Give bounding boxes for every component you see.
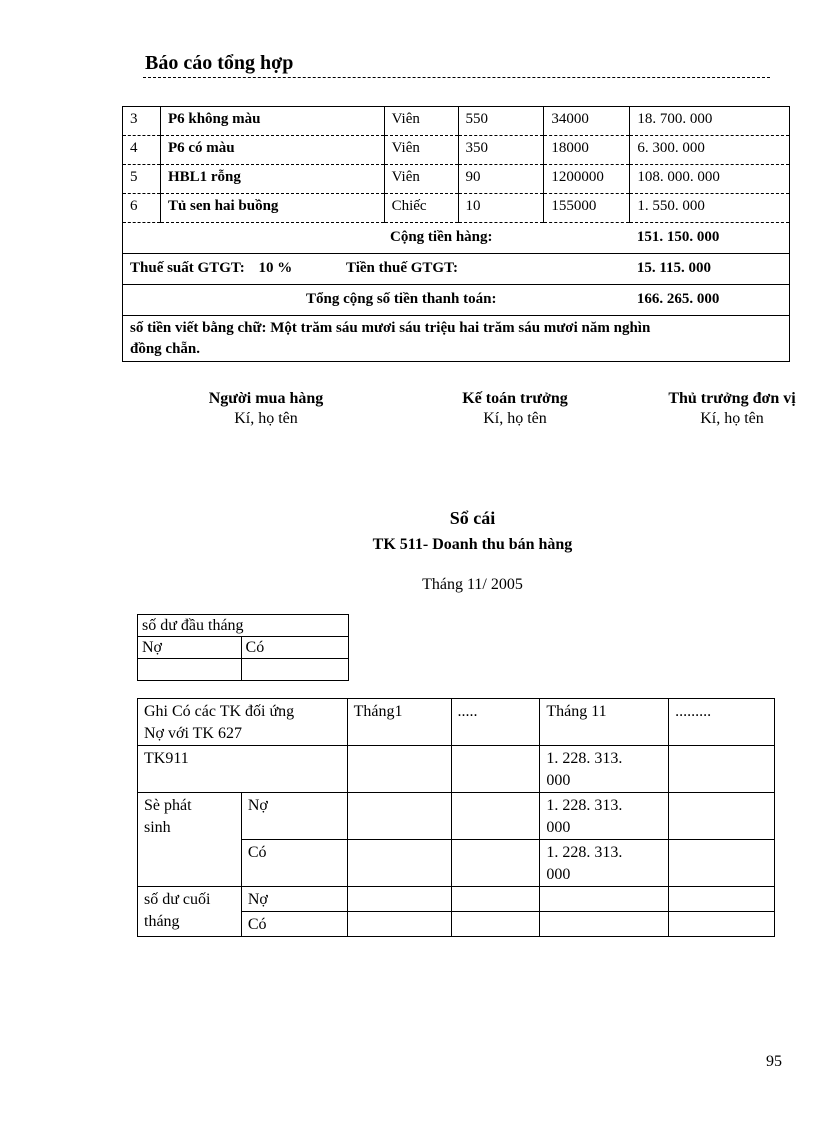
opening-credit-label: Có <box>241 637 348 659</box>
item-unit: Viên <box>384 107 458 136</box>
vat-rate-value: 10 % <box>258 260 293 276</box>
arising-debit-label: Nợ <box>241 793 347 840</box>
item-name: HBL1 rỗng <box>160 165 384 194</box>
item-amount: 18. 700. 000 <box>630 107 790 136</box>
ledger-row-tk911 <box>138 746 775 793</box>
signature-head-of-unit <box>648 390 816 428</box>
total-value: 166. 265. 000 <box>630 285 790 316</box>
signature-note: Kí, họ tên <box>483 410 547 427</box>
ledger-account: TK 511- Doanh thu bán hàng <box>372 536 573 553</box>
opening-debit-label: Nợ <box>138 637 242 659</box>
arising-credit-label: Có <box>241 840 347 887</box>
ledger-header-line2: Nợ với TK 627 <box>144 725 242 742</box>
header-divider <box>143 77 770 78</box>
item-no: 5 <box>123 165 161 194</box>
invoice-row <box>123 165 790 194</box>
item-name: P6 không màu <box>160 107 384 136</box>
subtotal-row <box>123 223 790 254</box>
item-qty: 550 <box>458 107 544 136</box>
signature-role: Thủ trưởng đơn vị <box>668 390 796 407</box>
tk911-label: TK911 <box>138 746 348 793</box>
vat-value: 15. 115. 000 <box>630 254 790 285</box>
col-month1: Tháng1 <box>347 699 451 746</box>
ledger-header-row <box>138 699 775 746</box>
page-header-title: Báo cáo tổng hợp <box>145 52 294 74</box>
col-month11: Tháng 11 <box>540 699 669 746</box>
item-no: 4 <box>123 136 161 165</box>
item-unit: Chiếc <box>384 194 458 223</box>
col-ellipsis-1: ..... <box>451 699 540 746</box>
arising-debit-value-line2: 000 <box>546 819 571 836</box>
tk911-value-line2: 000 <box>546 772 571 789</box>
arising-label-line2: sinh <box>144 819 171 836</box>
amount-in-words-row <box>123 316 790 362</box>
vat-rate-label: Thuế suất GTGT: <box>130 260 245 276</box>
item-qty: 10 <box>458 194 544 223</box>
arising-label-line1: Sè phát <box>144 797 192 814</box>
signature-note: Kí, họ tên <box>234 410 298 427</box>
subtotal-value: 151. 150. 000 <box>630 223 790 254</box>
closing-label-line1: số dư cuối <box>144 891 211 908</box>
tk911-value-line1: 1. 228. 313. <box>546 750 623 767</box>
item-qty: 350 <box>458 136 544 165</box>
item-qty: 90 <box>458 165 544 194</box>
item-name: P6 có màu <box>160 136 384 165</box>
item-price: 1200000 <box>544 165 630 194</box>
item-no: 3 <box>123 107 161 136</box>
item-no: 6 <box>123 194 161 223</box>
vat-row <box>123 254 790 285</box>
item-unit: Viên <box>384 136 458 165</box>
signature-role: Kế toán trưởng <box>462 390 568 407</box>
item-amount: 6. 300. 000 <box>630 136 790 165</box>
item-amount: 1. 550. 000 <box>630 194 790 223</box>
arising-credit-value-line2: 000 <box>546 866 571 883</box>
item-price: 155000 <box>544 194 630 223</box>
item-price: 34000 <box>544 107 630 136</box>
ledger-table <box>137 698 775 937</box>
ledger-period: Tháng 11/ 2005 <box>422 576 523 593</box>
item-amount: 108. 000. 000 <box>630 165 790 194</box>
invoice-row <box>123 136 790 165</box>
item-price: 18000 <box>544 136 630 165</box>
item-unit: Viên <box>384 165 458 194</box>
opening-balance-table <box>137 614 349 681</box>
amount-in-words-line1: số tiền viết bằng chữ: Một trăm sáu mươi sáu triệu hai trăm sáu mươi năm nghìn <box>130 320 651 336</box>
ledger-row-closing-debit <box>138 887 775 912</box>
invoice-row <box>123 107 790 136</box>
subtotal-label: Cộng tiền hàng: <box>123 223 630 254</box>
ledger-row-arising-debit <box>138 793 775 840</box>
amount-in-words-line2: đồng chẵn. <box>130 341 201 357</box>
invoice-row <box>123 194 790 223</box>
opening-balance-label: số dư đầu tháng <box>138 615 349 637</box>
signature-role: Người mua hàng <box>208 390 324 407</box>
item-name: Tủ sen hai buồng <box>160 194 384 223</box>
ledger-title: Sổ cái <box>449 508 496 528</box>
signature-buyer <box>186 390 346 428</box>
page-number: 95 <box>766 1053 782 1070</box>
invoice-table <box>122 106 790 362</box>
arising-credit-value-line1: 1. 228. 313. <box>546 844 623 861</box>
vat-label: Tiền thuế GTGT: <box>346 260 458 276</box>
signature-note: Kí, họ tên <box>700 410 764 427</box>
closing-label-line2: tháng <box>144 913 180 930</box>
closing-credit-label: Có <box>241 912 347 937</box>
ledger-header-line1: Ghi Có các TK đối ứng <box>144 703 295 720</box>
col-ellipsis-2: ......... <box>669 699 775 746</box>
total-label: Tổng cộng số tiền thanh toán: <box>123 285 630 316</box>
total-row <box>123 285 790 316</box>
signature-chief-accountant <box>440 390 590 428</box>
arising-debit-value-line1: 1. 228. 313. <box>546 797 623 814</box>
closing-debit-label: Nợ <box>241 887 347 912</box>
